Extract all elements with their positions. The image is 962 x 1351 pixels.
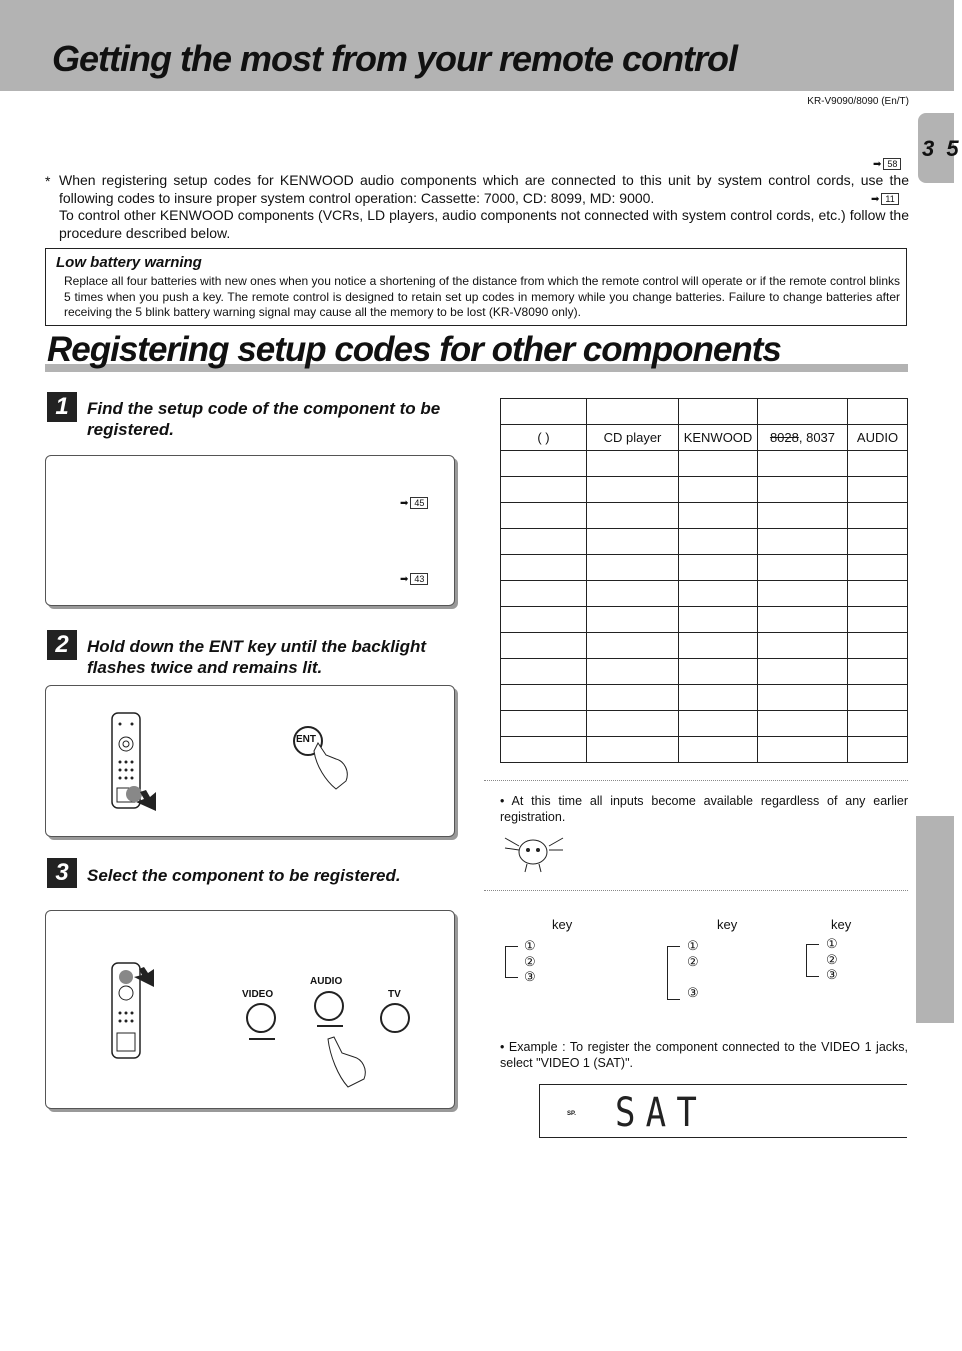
audio-indicator [317, 1025, 343, 1027]
number-1: ① [524, 938, 536, 953]
number-1: ① [687, 938, 699, 953]
pressing-finger-icon [316, 1031, 376, 1101]
key-label: key [552, 917, 573, 932]
example-note: • Example : To register the component connected to the VIDEO 1 jacks, select "VIDEO 1 (SAT)". [500, 1040, 908, 1070]
display-panel [539, 1084, 907, 1138]
step3-panel [45, 910, 455, 1109]
table-row [501, 477, 908, 503]
page-number: 3 5 [922, 136, 962, 161]
code: , 8037 [798, 430, 836, 445]
audio-button[interactable] [314, 991, 344, 1021]
tv-button-label: TV [388, 989, 401, 1000]
battery-title: Low battery warning [56, 254, 202, 271]
model-code: KR-V9090/8090 (En/T) [807, 96, 909, 107]
page-ref: ➡ 58 [873, 158, 901, 170]
table-cell: ( ) [501, 425, 587, 451]
step-number: 1 [47, 392, 77, 422]
struck-code: 8028 [769, 430, 799, 445]
group1-numbers [524, 938, 536, 985]
table-row [501, 711, 908, 737]
table-cell: KENWOOD [679, 425, 758, 451]
video-indicator [249, 1038, 275, 1040]
cycle-bracket [806, 944, 819, 977]
step-title: Hold down the ENT key until the backlight flashes twice and remains lit. [87, 637, 427, 677]
group3-numbers [826, 936, 838, 983]
table-row [501, 737, 908, 763]
step-number: 2 [47, 630, 77, 660]
ent-label: ENT [296, 734, 316, 745]
table-row [501, 607, 908, 633]
number-3: ③ [524, 969, 536, 984]
page-ref: ➡ 45 [400, 497, 428, 509]
number-3: ③ [826, 967, 838, 982]
number-2: ② [826, 951, 838, 967]
table-row [501, 633, 908, 659]
table-cell: CD player [587, 425, 679, 451]
remote-control-icon [106, 961, 166, 1061]
tv-button[interactable] [380, 1003, 410, 1033]
number-3: ③ [687, 985, 699, 1000]
display-text: SAT [615, 1090, 708, 1136]
table-row [501, 685, 908, 711]
note-line2: To control other KENWOOD components (VCRs, LD players, audio components not connected with system control cords, etc.) follow the procedure described below. [59, 207, 909, 241]
dotted-divider [484, 890, 908, 891]
table-row [501, 451, 908, 477]
side-tab [916, 816, 954, 1023]
remote-control-icon [106, 708, 216, 818]
step-title: Select the component to be registered. [87, 866, 401, 885]
cycle-bracket [667, 946, 680, 1000]
number-2: ② [687, 953, 699, 969]
battery-text: Replace all four batteries with new ones when you notice a shortening of the distance from which the remote control will operate or if the remote control blinks 5 times when you push a key. The remote control is designed to retain set up codes in memory while you change batteries. Failure to change batteries after receiving the 5 blink battery warning signal may cause all the memory to be lost (KR-V8090 only). [64, 274, 900, 319]
book-icon: 43 [410, 573, 428, 585]
page-ref: ➡ 43 [400, 573, 428, 585]
note-line1: When registering setup codes for KENWOOD audio components which are connected to this unit by system control cords, use the following codes to insure proper system control operation: Cassette: 7000, CD: 8099, MD: 9000. [59, 172, 909, 206]
cycle-bracket [505, 946, 518, 978]
book-icon: 45 [410, 497, 428, 509]
table-cell: AUDIO [848, 425, 908, 451]
bird-mascot-icon [503, 828, 565, 874]
section-title: Registering setup codes for other components [47, 330, 781, 369]
table-row [501, 399, 908, 425]
page-title: Getting the most from your remote control [52, 38, 738, 79]
table-row [501, 425, 908, 451]
step-number: 3 [47, 858, 77, 888]
table-row [501, 659, 908, 685]
note-text [59, 172, 909, 242]
step2-panel [45, 685, 455, 837]
setup-code-table [500, 398, 908, 763]
step1-panel [45, 455, 455, 606]
key-label: key [717, 917, 738, 932]
bullet-note: • At this time all inputs become available regardless of any earlier registration. [500, 794, 908, 824]
dotted-divider [484, 780, 908, 781]
audio-button-label: AUDIO [310, 976, 343, 987]
table-row [501, 503, 908, 529]
display-sp-indicator: SP. [567, 1111, 576, 1117]
book-icon: 11 [881, 193, 898, 205]
ent-key-icon [286, 721, 366, 801]
group2-numbers [687, 938, 699, 969]
note-star: * [45, 173, 51, 189]
table-row [501, 555, 908, 581]
number-2: ② [524, 953, 536, 969]
page-ref: ➡ 11 [871, 193, 899, 205]
video-button-label: VIDEO [242, 989, 274, 1000]
step-title: Find the setup code of the component to be registered. [87, 399, 441, 439]
table-cell [758, 425, 848, 451]
video-button[interactable] [246, 1003, 276, 1033]
number-1: ① [826, 936, 838, 951]
table-row [501, 581, 908, 607]
book-icon: 58 [883, 158, 901, 170]
battery-warning-box [45, 248, 907, 326]
key-label: key [831, 917, 852, 932]
table-row [501, 529, 908, 555]
